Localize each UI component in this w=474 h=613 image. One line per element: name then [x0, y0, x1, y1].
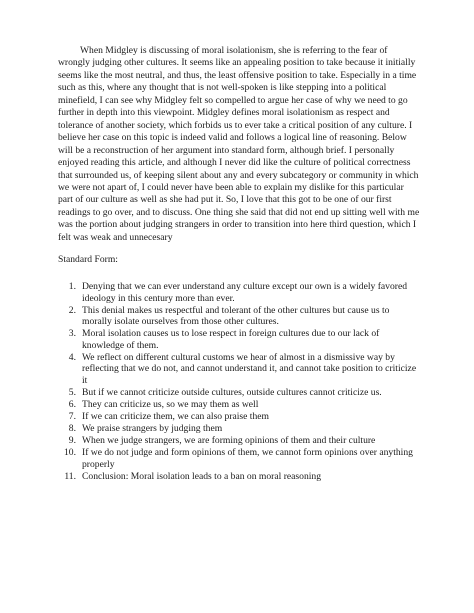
list-item-text: If we can criticize them, we can also praise them	[82, 411, 269, 423]
list-item	[58, 281, 420, 304]
standard-form-heading: Standard Form:	[58, 254, 118, 265]
list-item-text: But if we cannot criticize outside cultures, outside cultures cannot criticize us.	[82, 386, 382, 398]
list-item-number: 4.	[68, 351, 76, 363]
list-item	[58, 305, 420, 328]
list-item	[58, 471, 420, 483]
list-item	[58, 328, 420, 351]
list-item-number: 8.	[68, 423, 76, 435]
list-item-number: 11.	[64, 470, 76, 482]
list-item	[58, 352, 420, 387]
list-item	[58, 435, 420, 447]
list-item	[58, 411, 420, 423]
list-item-number: 3.	[68, 328, 76, 340]
list-item-number: 10.	[64, 447, 76, 459]
list-item	[58, 399, 420, 411]
list-item-text: Moral isolation causes us to lose respect in foreign cultures due to our lack of knowledge of them.	[82, 328, 380, 351]
list-item	[58, 423, 420, 435]
list-item-text: When we judge strangers, we are forming opinions of them and their culture	[82, 435, 376, 447]
list-item-text: This denial makes us respectful and tolerant of the other cultures but cause us to morally isolate ourselves from those other cultures.	[82, 304, 390, 328]
list-item-text: Conclusion: Moral isolation leads to a ban on moral reasoning	[82, 470, 322, 482]
list-item-text: They can criticize us, so we may them as well	[82, 398, 259, 410]
list-item-number: 5.	[68, 386, 76, 398]
list-item	[58, 387, 420, 399]
list-item-text: If we do not judge and form opinions of them, we cannot form opinions over anything properly	[82, 447, 413, 470]
list-item-number: 2.	[68, 304, 76, 316]
list-item-text: Denying that we can ever understand any culture except our own is a widely favored ideology in this century more than ever.	[82, 281, 408, 304]
list-item-text: We reflect on different cultural customs we hear of almost in a dismissive way by reflecting that we do not, and cannot understand it, and cannot take position to criticize it	[82, 351, 417, 386]
list-item-text: We praise strangers by judging them	[82, 423, 223, 435]
list-item-number: 6.	[68, 398, 76, 410]
argument-steps-list	[58, 281, 420, 483]
list-item-number: 7.	[68, 411, 76, 423]
list-item-number: 1.	[68, 281, 76, 292]
list-item-number: 9.	[68, 435, 76, 447]
list-item	[58, 447, 420, 470]
essay-paragraph: When Midgley is discussing of moral isolationism, she is referring to the fear of wrongly judging other cultures. It seems like an appealing position to take because it initially seems like the most neutral, and thus, the least offensive position to take. Especially in a time such as this, where any thought that is not well-spoken is like stepping into a political minefield, I can see why Midgley felt so compelled to argue her case of why we need to go further in depth into this viewpoint. Midgley defines moral isolationism as respect and tolerance of another society, which forbids us to ever take a critical position of any culture. I believe her case on this topic is indeed valid and follows a logical line of reasoning. Below will be a reconstruction of her argument into standard form, although brief. I personally enjoyed reading this article, and although I never did like the culture of political correctness that surrounded us, of keeping silent about any and every subcategory or community in which we were not apart of, I could never have been able to explain my dislike for this particular part of our culture as well as she had put it. So, I love that this got to be one of our first readings to go over, and to discuss. One thing she said that did not end up sitting well with me was the portion about judging strangers in order to transition into here third question, which I felt was weak and unnecesary	[58, 45, 420, 243]
